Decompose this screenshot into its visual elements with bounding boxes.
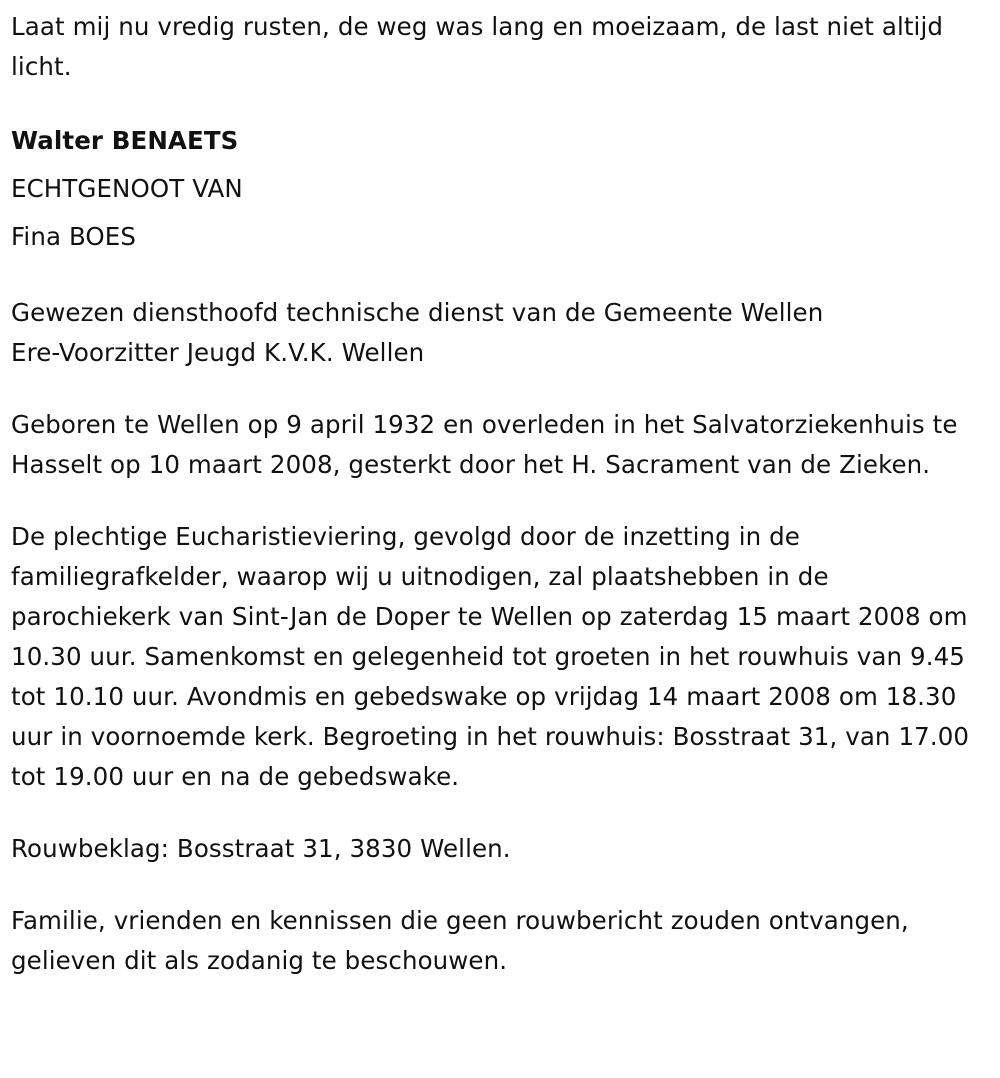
spacer	[11, 797, 996, 829]
closing-paragraph: Familie, vrienden en kennissen die geen rouwbericht zouden ontvangen, gelieven dit als zodanig te beschouwen.	[11, 906, 909, 975]
motto-text: Laat mij nu vredig rusten, de weg was lang en moeizaam, de last niet altijd licht.	[11, 12, 944, 81]
spacer	[11, 373, 996, 405]
spacer	[11, 485, 996, 517]
deceased-name: Walter BENAETS	[11, 126, 239, 155]
relation-text: ECHTGENOOT VAN	[11, 174, 243, 203]
spacer	[11, 869, 996, 901]
obituary-document	[11, 7, 996, 981]
name-block	[11, 117, 996, 261]
title-line-2: Ere-Voorzitter Jeugd K.V.K. Wellen	[11, 338, 425, 367]
spacer	[11, 261, 996, 293]
ceremony-paragraph: De plechtige Eucharistieviering, gevolgd door de inzetting in de familiegrafkelder, waarop wij u uitnodigen, zal plaatshebben in de parochiekerk van Sint-Jan de Doper te Wellen op zaterdag 15 maart 2008 om 10.30 uur. Samenkomst en gelegenheid tot groeten in het rouwhuis van 9.45 tot 10.10 uur. Avondmis en gebedswake op vrijdag 14 maart 2008 om 18.30 uur in voornoemde kerk. Begroeting in het rouwhuis: Bosstraat 31, van 17.00 tot 19.00 uur en na de gebedswake.	[11, 522, 970, 791]
condolences-paragraph: Rouwbeklag: Bosstraat 31, 3830 Wellen.	[11, 834, 511, 863]
spouse-name: Fina BOES	[11, 222, 137, 251]
titles-block	[11, 293, 996, 373]
title-line-1: Gewezen diensthoofd technische dienst van de Gemeente Wellen	[11, 298, 824, 327]
birth-death-paragraph: Geboren te Wellen op 9 april 1932 en overleden in het Salvatorziekenhuis te Hasselt op 10 maart 2008, gesterkt door het H. Sacrament van de Zieken.	[11, 410, 958, 479]
spacer	[11, 87, 996, 117]
